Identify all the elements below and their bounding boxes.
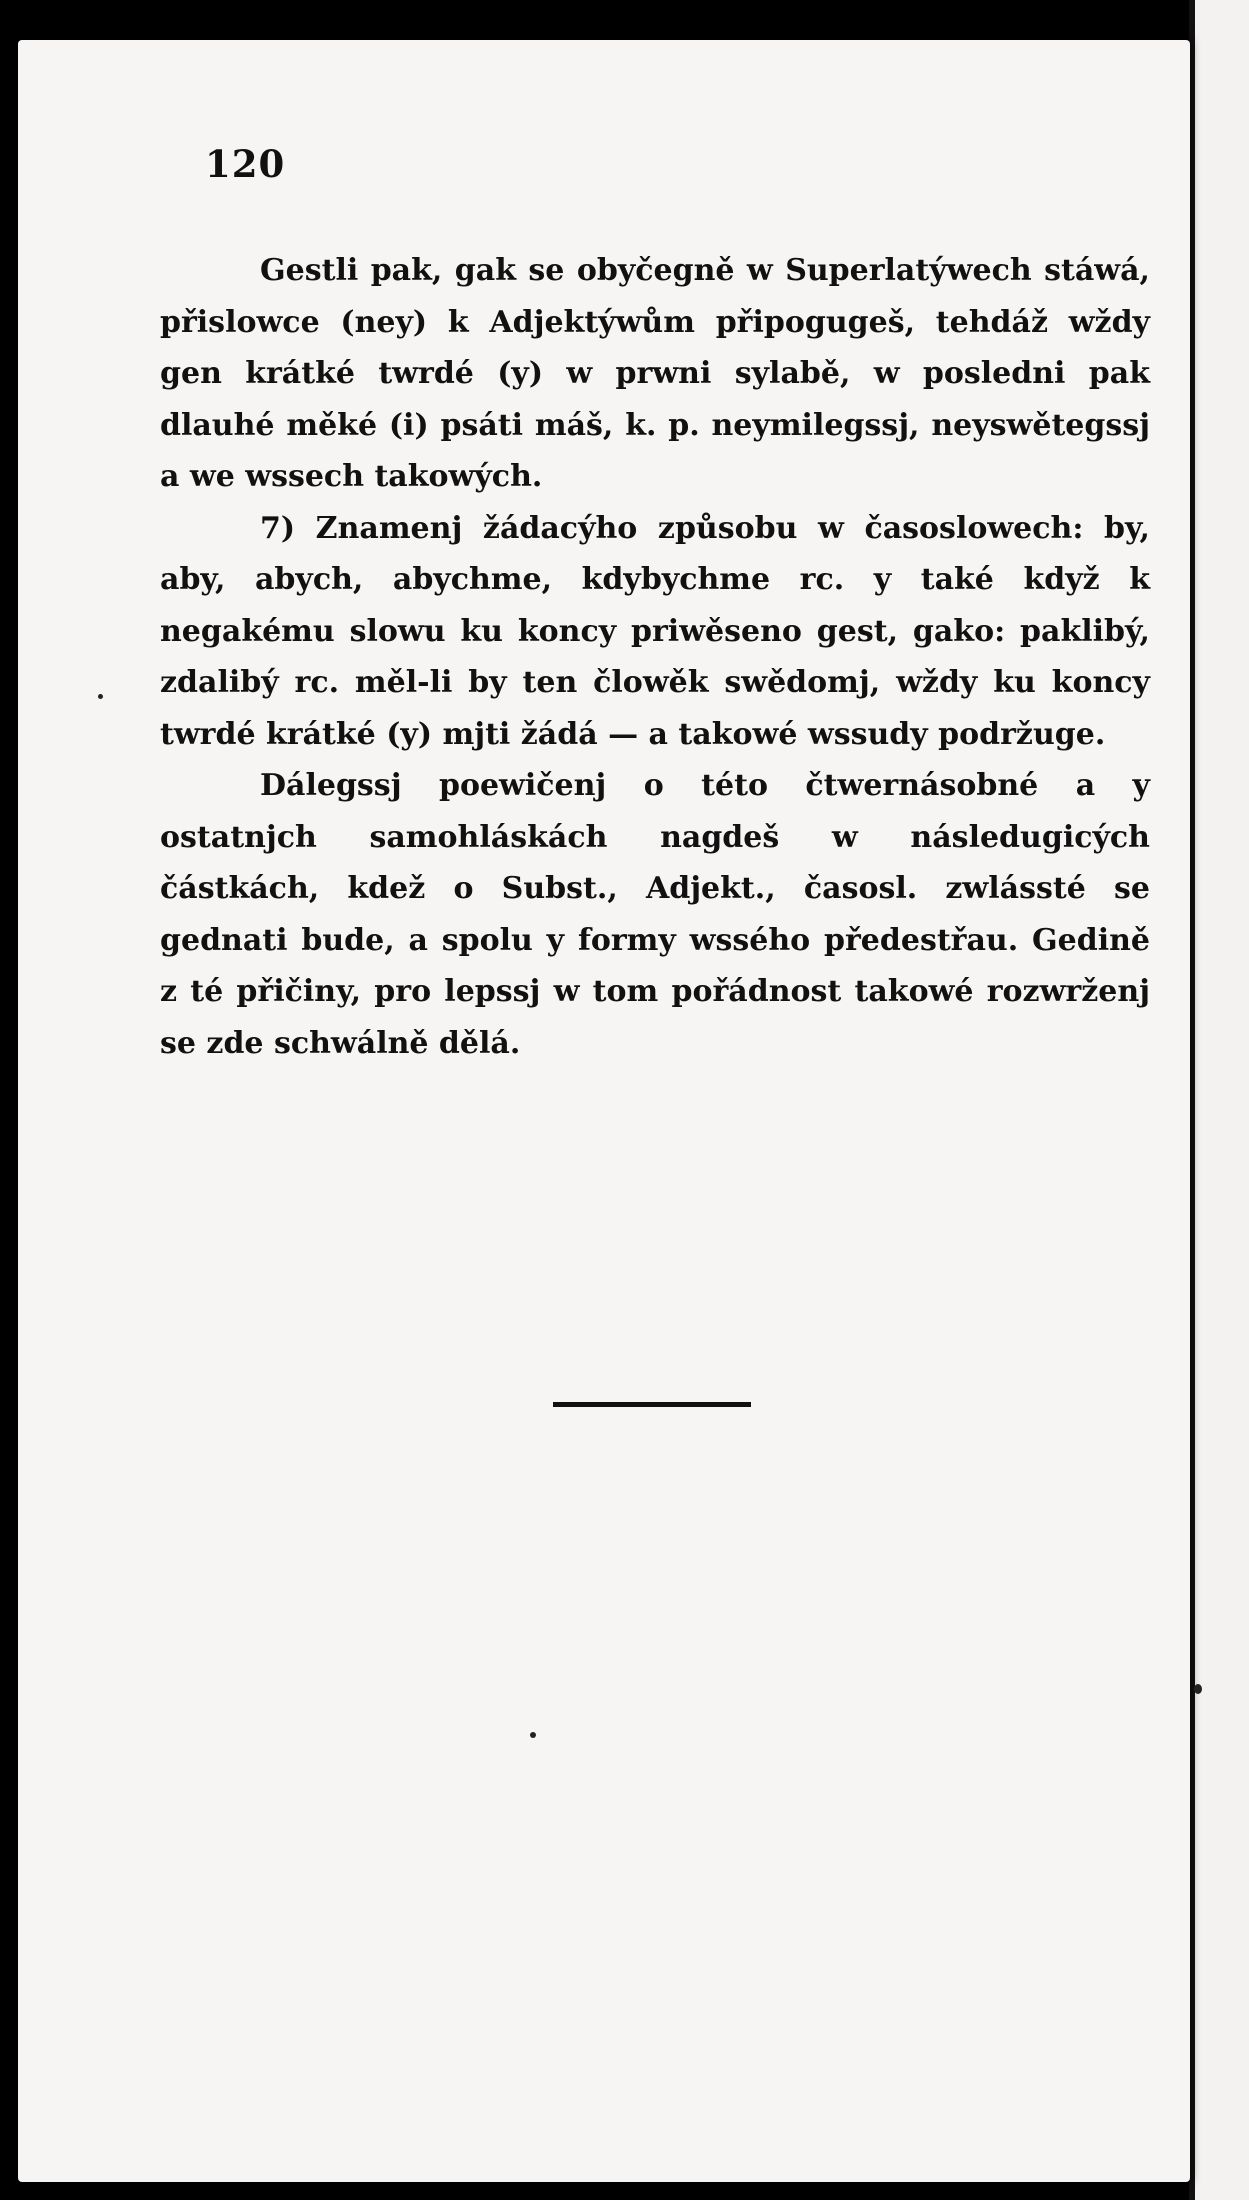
- section-end-rule: [553, 1402, 751, 1407]
- paragraph-subjunctive: 7) Znamenj žádacýho způsobu w časoslowech: by, aby, abych, abychme, kdybychme rc. y také když k negakému slowu ku koncy priwěseno gest, gako: paklibý, zdalibý rc. měl-li by ten člowěk swědomj, wždy ku koncy twrdé krátké (y) mjti žádá — a takowé wssudy podržuge.: [160, 510, 1150, 752]
- ink-speck: [98, 694, 103, 699]
- paragraph-superlatives: Gestli pak, gak se obyčegně w Superlatýwech stáwá, přislowce (ney) k Adjektýwům připogugeš, tehdáž wždy gen krátké twrdé (y) w prwni sylabě, w posledni pak dlauhé měké (i) psáti máš, k. p. neymilegssj, neyswětegssj a we wssech takowých.: [160, 253, 1150, 494]
- ink-speck: [1194, 1684, 1202, 1694]
- paragraph-further-instruction: Dálegssj poewičenj o této čtwernásobné a y ostatnjch samohláskách nagdeš w následugicých částkách, kdež o Subst., Adjekt., časosl. zwlássté se gednati bude, a spolu y formy wssého předestřau. Gedině z té přičiny, pro lepssj w tom pořádnost takowé rozwrženj se zde schwálně dělá.: [160, 768, 1150, 1061]
- ink-speck: [530, 1732, 536, 1738]
- page-number: 120: [205, 142, 286, 186]
- adjacent-page-edge: [1189, 0, 1249, 2200]
- body-text: [160, 245, 1150, 1069]
